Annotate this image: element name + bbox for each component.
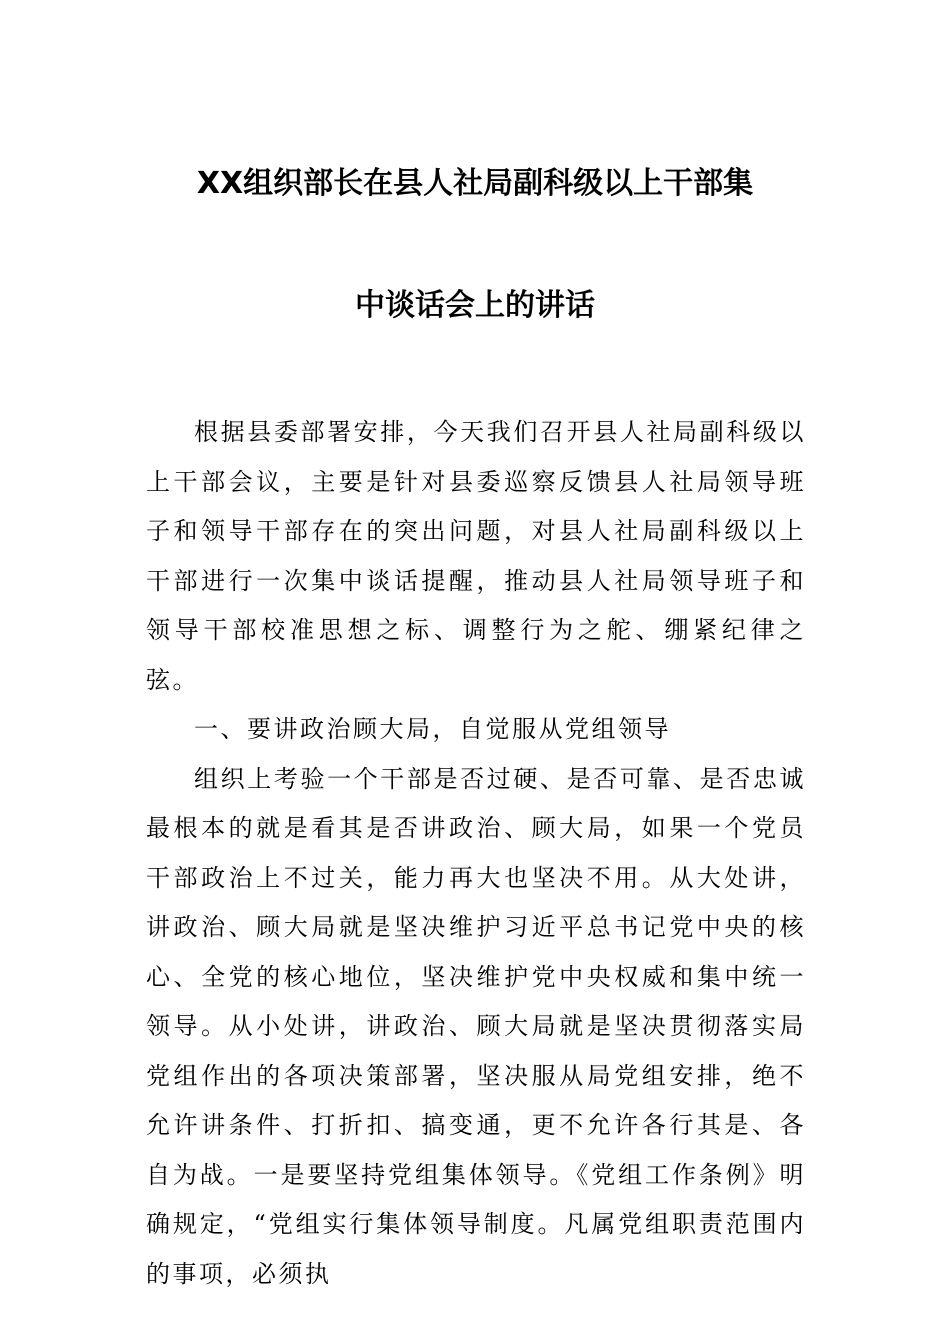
document-title-line-2: 中谈话会上的讲话 (355, 288, 595, 323)
paragraph-section-1: 组织上考验一个干部是否过硬、是否可靠、是否忠诚最根本的就是看其是否讲政治、顾大局，如果一个党员干部政治上不过关，能力再大也坚决不用。从大处讲，讲政治、顾大局就是坚决维护习近平总书记党中央的核心、全党的核心地位，坚决维护党中央权威和集中统一领导。从小处讲，讲政治、顾大局就是坚决贯彻落实局党组作出的各项决策部署，坚决服从局党组安排，绝不允许讲条件、打折扣、搞变通，更不允许各行其是、各自为战。一是要坚持党组集体领导。《党组工作条例》明确规定，“党组实行集体领导制度。凡属党组职责范围内的事项，必须执 (146, 764, 806, 1288)
document-body (146, 408, 806, 1299)
document-title-line-1: XX组织部长在县人社局副科级以上干部集 (196, 166, 754, 201)
paragraph-intro: 根据县委部署安排，今天我们召开县人社局副科级以上干部会议，主要是针对县委巡察反馈县人社局领导班子和领导干部存在的突出问题，对县人社局副科级以上干部进行一次集中谈话提醒，推动县人社局领导班子和领导干部校准思想之标、调整行为之舵、绷紧纪律之弦。 (146, 418, 806, 694)
section-heading-1: 一、要讲政治顾大局，自觉服从党组领导 (194, 715, 671, 743)
